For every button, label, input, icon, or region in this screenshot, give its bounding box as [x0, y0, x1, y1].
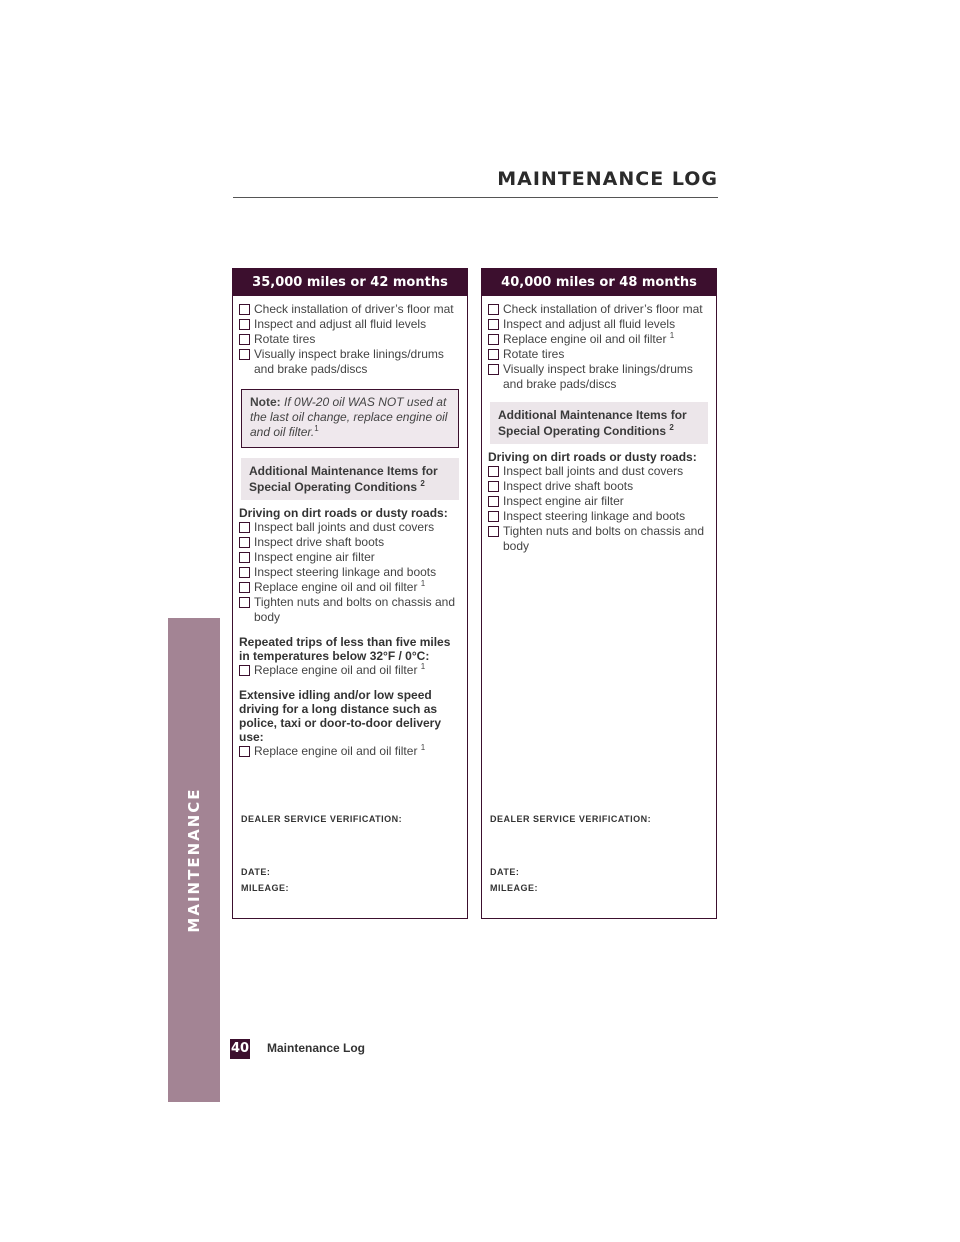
checklist-item[interactable]: Inspect steering linkage and boots	[239, 565, 463, 580]
date-label: DATE:	[490, 867, 520, 877]
checklist-item[interactable]: Tighten nuts and bolts on chassis and body	[239, 595, 463, 625]
date-label: DATE:	[241, 867, 271, 877]
checklist-item[interactable]: Rotate tires	[239, 332, 463, 347]
note-text: If 0W-20 oil WAS NOT used at the last oil change, replace engine oil and oil filter.	[250, 395, 448, 439]
panel-title: 40,000 miles or 48 months	[482, 269, 716, 296]
title-divider	[233, 197, 718, 198]
checklist-item[interactable]: Check installation of driver’s floor mat	[488, 302, 712, 317]
checklist-item[interactable]: Visually inspect brake linings/drums and brake pads/discs	[239, 347, 463, 377]
additional-items-heading: Additional Maintenance Items for Special Operating Conditions $^2$	[490, 402, 708, 444]
dirt-roads-heading: Driving on dirt roads or dusty roads:	[488, 450, 697, 464]
checklist-item[interactable]: Tighten nuts and bolts on chassis and body	[488, 524, 712, 554]
checklist-item[interactable]: Replace engine oil and oil filter $^1$	[239, 663, 463, 678]
checklist-item[interactable]: Check installation of driver’s floor mat	[239, 302, 463, 317]
checklist-item[interactable]: Inspect drive shaft boots	[488, 479, 712, 494]
idling-heading: Extensive idling and/or low speed driving for a long distance such as police, taxi or door-to-door delivery use:	[239, 688, 442, 744]
checklist-item[interactable]: Inspect and adjust all fluid levels	[239, 317, 463, 332]
checklist-item[interactable]: Inspect ball joints and dust covers	[488, 464, 712, 479]
checklist-item[interactable]: Inspect steering linkage and boots	[488, 509, 712, 524]
checklist-item[interactable]: Replace engine oil and oil filter $^1$	[239, 744, 463, 759]
footer-section-label: Maintenance Log	[267, 1041, 366, 1055]
dirt-roads-checklist	[488, 464, 712, 554]
dirt-roads-heading: Driving on dirt roads or dusty roads:	[239, 506, 448, 520]
dirt-roads-checklist	[239, 520, 463, 625]
panel-40000-miles	[481, 268, 717, 919]
panel-title: 35,000 miles or 42 months	[233, 269, 467, 296]
checklist-item[interactable]: Inspect engine air filter	[239, 550, 463, 565]
checklist-item[interactable]: Inspect engine air filter	[488, 494, 712, 509]
checklist-item[interactable]: Inspect ball joints and dust covers	[239, 520, 463, 535]
page-title: MAINTENANCE LOG	[497, 168, 718, 190]
page-number: 40	[230, 1039, 250, 1059]
mileage-label: MILEAGE:	[490, 883, 538, 893]
oil-note: Note: If 0W-20 oil WAS NOT used at the last oil change, replace engine oil and oil filter.$^1$	[241, 389, 459, 448]
checklist-item[interactable]: Replace engine oil and oil filter $^1$	[488, 332, 712, 347]
panel-35000-miles	[232, 268, 468, 919]
dealer-verification-label: DEALER SERVICE VERIFICATION:	[490, 814, 652, 824]
dealer-verification-label: DEALER SERVICE VERIFICATION:	[241, 814, 403, 824]
short-trips-heading: Repeated trips of less than five miles in temperatures below 32°F / 0°C:	[239, 635, 451, 663]
checklist	[239, 302, 463, 377]
side-section-label: MAINTENANCE	[185, 787, 203, 933]
note-label: Note:	[250, 395, 281, 409]
mileage-label: MILEAGE:	[241, 883, 289, 893]
checklist-item[interactable]: Visually inspect brake linings/drums and brake pads/discs	[488, 362, 712, 392]
checklist	[488, 302, 712, 392]
additional-items-heading: Additional Maintenance Items for Special Operating Conditions $^2$	[241, 458, 459, 500]
checklist-item[interactable]: Replace engine oil and oil filter $^1$	[239, 580, 463, 595]
checklist-item[interactable]: Inspect drive shaft boots	[239, 535, 463, 550]
checklist-item[interactable]: Inspect and adjust all fluid levels	[488, 317, 712, 332]
checklist-item[interactable]: Rotate tires	[488, 347, 712, 362]
